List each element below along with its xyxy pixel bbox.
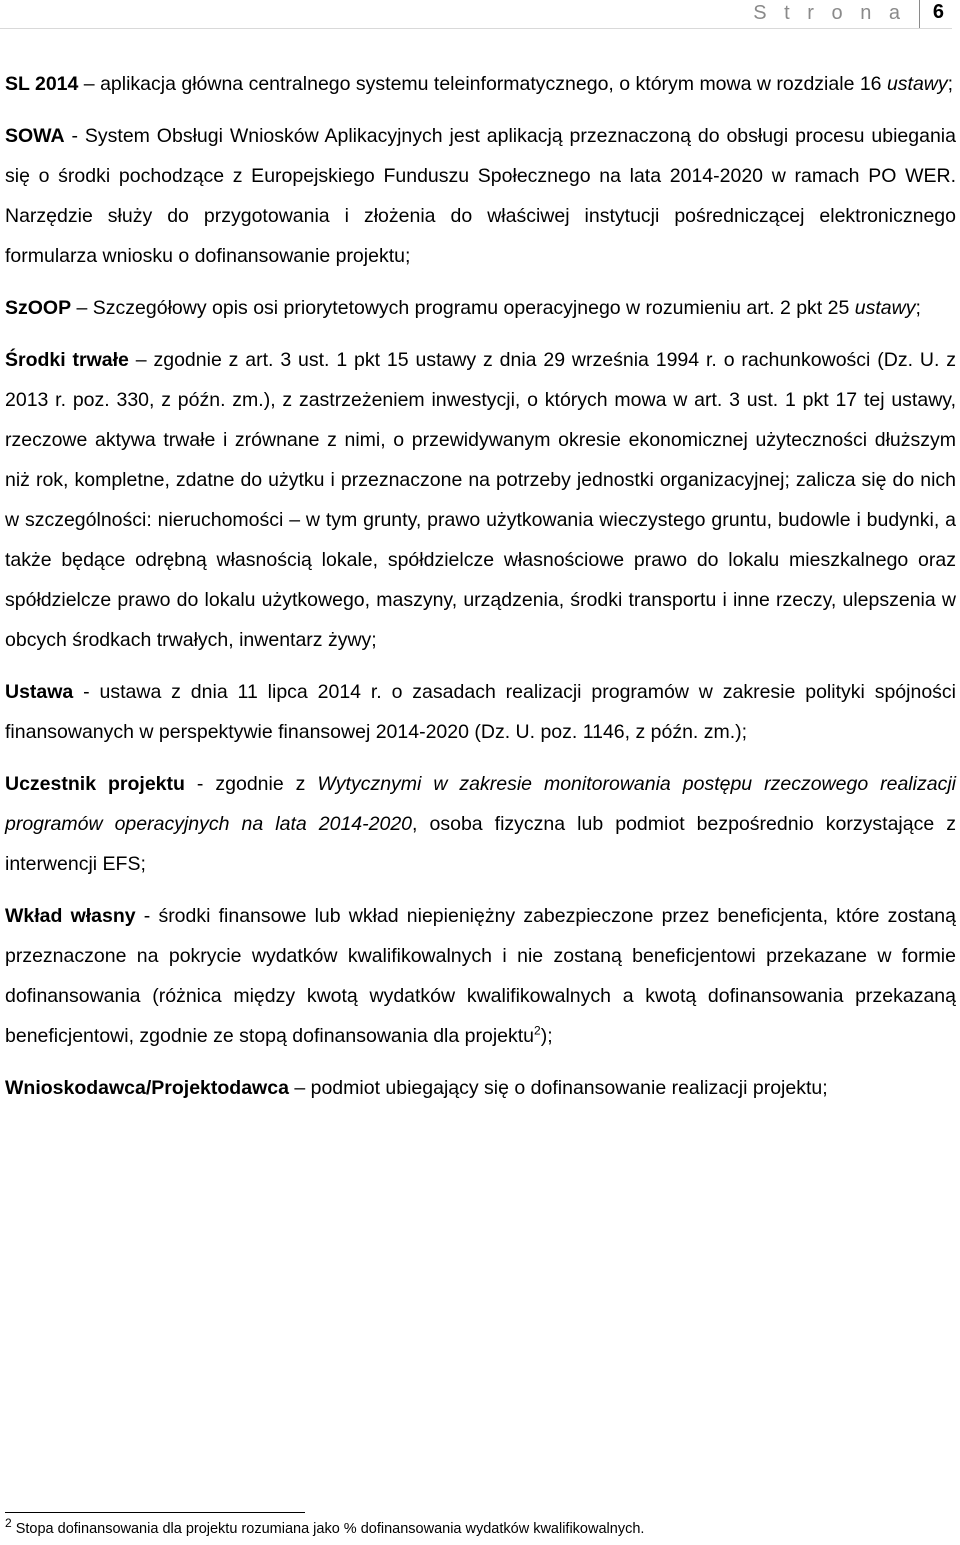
definition-text: Szczegółowy opis osi priorytetowych programu operacyjnego w rozumieniu art. 2 pkt 25 xyxy=(92,297,855,319)
definition-sowa: SOWA - System Obsługi Wniosków Aplikacyjnych jest aplikacją przeznaczoną do obsługi procesu ubiegania się o środki pochodzące z Europejskiego Funduszu Społecznego na lata 2014-2020 w ramach PO WER. Narzędzie służy do przygotowania i złożenia do właściwej instytucji pośredniczącej elektronicznego formularza wniosku o dofinansowanie projektu; xyxy=(5,125,956,267)
definition-term: Wkład własny xyxy=(5,905,136,927)
definition-text: aplikacja główna centralnego systemu teleinformatycznego, o którym mowa w rozdziale 16 xyxy=(100,73,887,95)
definition-wklad-wlasny: Wkład własny - środki finansowe lub wkład niepieniężny zabezpieczone przez beneficjenta, które zostaną przeznaczone na pokrycie wydatków kwalifikowalnych i nie zostaną beneficjentowi przekazane w formie dofinansowania (różnica między kwotą wydatków kwalifikowalnych a kwotą dofinansowania przekazaną beneficjentowi, zgodnie ze stopą dofinansowania dla projektu$^2$); xyxy=(5,905,956,1047)
header-divider xyxy=(919,0,920,28)
definition-text: ustawa z dnia 11 lipca 2014 r. o zasadach realizacji programów w zakresie polityki spójności finansowanych w perspektywie finansowej 2014-2020 (Dz. U. poz. 1146, z późn. zm.); xyxy=(5,681,956,743)
definition-term: SL 2014 xyxy=(5,73,79,95)
definitions-list xyxy=(5,64,956,1120)
footnote-reference[interactable]: 2 xyxy=(534,1023,541,1038)
definition-text: środki finansowe lub wkład niepieniężny zabezpieczone przez beneficjenta, które zostaną przeznaczone na pokrycie wydatków kwalifikowalnych i nie zostaną beneficjentowi przekazane w formie dofinansowania (różnica między kwotą wydatków kwalifikowalnych a kwotą dofinansowania przekazaną beneficjentowi, zgodnie ze stopą dofinansowania dla projektu xyxy=(5,905,956,1047)
definition-term: Uczestnik projektu xyxy=(5,773,185,795)
definition-wnioskodawca: Wnioskodawca/Projektodawca – podmiot ubiegający się o dofinansowanie realizacji projektu; xyxy=(5,1077,828,1099)
page-header xyxy=(0,0,952,29)
definition-uczestnik-projektu: Uczestnik projektu - zgodnie z Wytycznymi w zakresie monitorowania postępu rzeczowego realizacji programów operacyjnych na lata 2014-2020, osoba fizyczna lub podmiot bezpośrednio korzystające z interwencji EFS; xyxy=(5,773,956,875)
footnote-separator xyxy=(5,1512,305,1513)
definition-term: Ustawa xyxy=(5,681,74,703)
footnote-mark: 2 xyxy=(5,1516,12,1531)
definition-term: SzOOP xyxy=(5,297,72,319)
footnote xyxy=(5,1516,645,1538)
footnote-text: Stopa dofinansowania dla projektu rozumiana jako % dofinansowania wydatków kwalifikowalnych. xyxy=(15,1521,645,1537)
definition-term: Wnioskodawca/Projektodawca xyxy=(5,1077,289,1099)
definition-term: SOWA xyxy=(5,125,65,147)
definition-ustawa: Ustawa - ustawa z dnia 11 lipca 2014 r. o zasadach realizacji programów w zakresie polityki spójności finansowanych w perspektywie finansowej 2014-2020 (Dz. U. poz. 1146, z późn. zm.); xyxy=(5,681,956,743)
definition-text: , osoba fizyczna lub podmiot bezpośrednio korzystające z interwencji EFS; xyxy=(5,813,956,875)
definition-srodki-trwale: Środki trwałe – zgodnie z art. 3 ust. 1 pkt 15 ustawy z dnia 29 września 1994 r. o rachunkowości (Dz. U. z 2013 r. poz. 330, z późn. zm.), z zastrzeżeniem inwestycji, o których mowa w art. 3 ust. 1 pkt 17 tej ustawy, rzeczowe aktywa trwałe i zrównane z nimi, o przewidywanym okresie ekonomicznej użyteczności dłuższym niż rok, kompletne, zdatne do użytku i przeznaczone na potrzeby jednostki organizacyjnej; zalicza się do nich w szczególności: nieruchomości – w tym grunty, prawo użytkowania wieczystego gruntu, budowle i budynki, a także będące odrębną własnością lokale, spółdzielcze własnościowe prawo do lokalu mieszkalnego oraz spółdzielcze prawo do lokalu użytkowego, maszyny, urządzenia, środki transportu i inne rzeczy, ulepszenia w obcych środkach trwałych, inwentarz żywy; xyxy=(5,349,956,651)
definition-sl2014: SL 2014 – aplikacja główna centralnego systemu teleinformatycznego, o którym mowa w rozdziale 16 ustawy; xyxy=(5,73,954,95)
definition-text: podmiot ubiegający się o dofinansowanie realizacji projektu; xyxy=(310,1077,828,1099)
definition-text: System Obsługi Wniosków Aplikacyjnych jest aplikacją przeznaczoną do obsługi procesu ubiegania się o środki pochodzące z Europejskiego Funduszu Społecznego na lata 2014-2020 w ramach PO WER. Narzędzie służy do przygotowania i złożenia do właściwej instytucji pośredniczącej elektronicznego formularza wniosku o dofinansowanie projektu; xyxy=(5,125,956,267)
page-label: S t r o n a xyxy=(753,2,906,24)
page-number: 6 xyxy=(932,1,944,23)
definition-szoop: SzOOP – Szczegółowy opis osi priorytetowych programu operacyjnego w rozumieniu art. 2 pkt 25 ustawy; xyxy=(5,297,921,319)
definition-text: zgodnie z art. 3 ust. 1 pkt 15 ustawy z dnia 29 września 1994 r. o rachunkowości (Dz. U. z 2013 r. poz. 330, z późn. zm.), z zastrzeżeniem inwestycji, o których mowa w art. 3 ust. 1 pkt 17 tej ustawy, rzeczowe aktywa trwałe i zrównane z nimi, o przewidywanym okresie ekonomicznej użyteczności dłuższym niż rok, kompletne, zdatne do użytku i przeznaczone na potrzeby jednostki organizacyjnej; zalicza się do nich w szczególności: nieruchomości – w tym grunty, prawo użytkowania wieczystego gruntu, budowle i budynki, a także będące odrębną własnością lokale, spółdzielcze własnościowe prawo do lokalu mieszkalnego oraz spółdzielcze prawo do lokalu użytkowego, maszyny, urządzenia, środki transportu i inne rzeczy, ulepszenia w obcych środkach trwałych, inwentarz żywy; xyxy=(5,349,956,651)
definition-term: Środki trwałe xyxy=(5,349,129,371)
